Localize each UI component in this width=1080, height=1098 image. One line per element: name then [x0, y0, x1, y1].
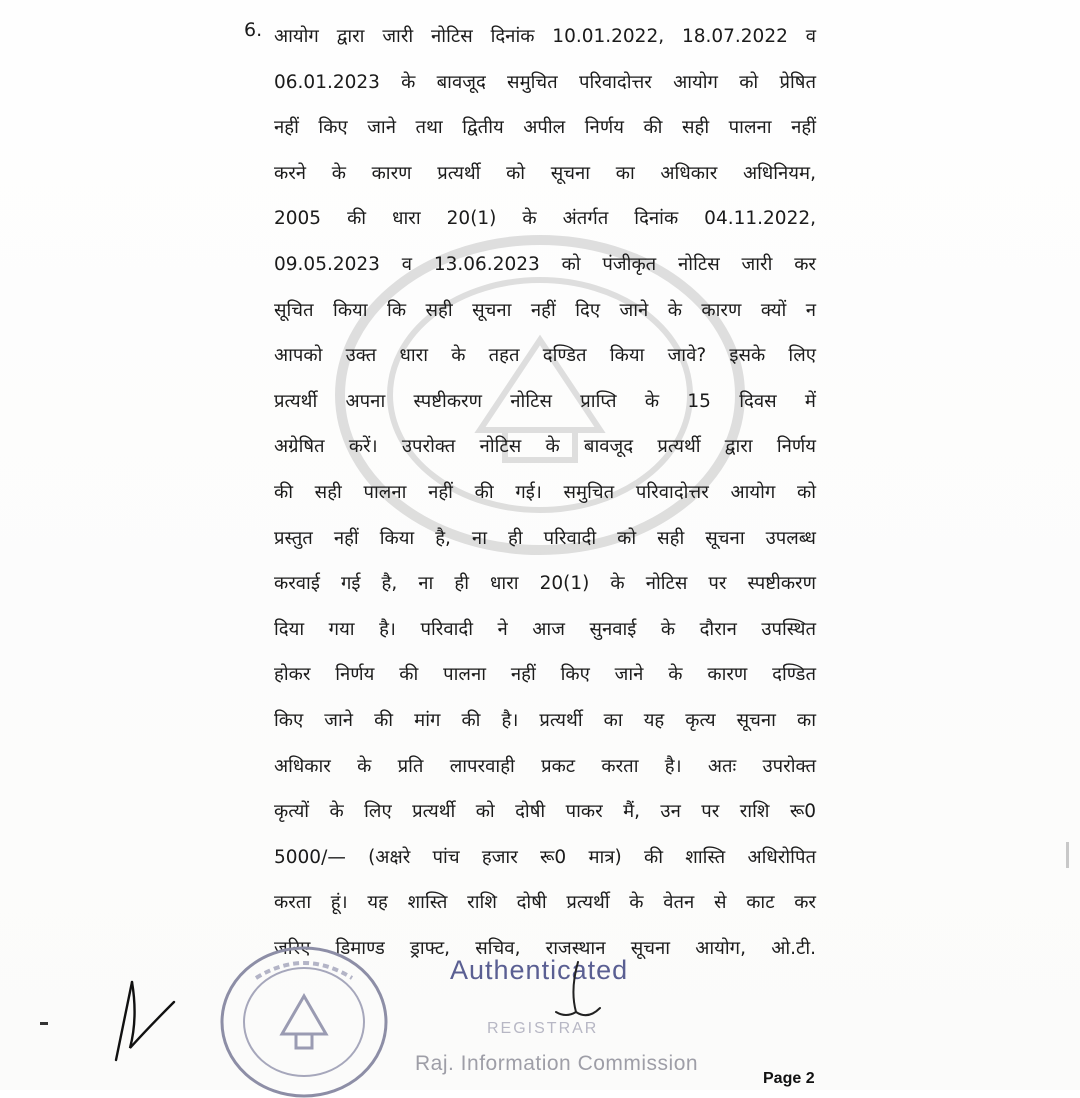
text-line: होकर निर्णय की पालना नहीं किए जाने के कारण दण्डित — [274, 664, 816, 686]
issuer-stamp: Raj. Information Commission — [415, 1052, 699, 1075]
text-line: प्रस्तुत नहीं किया है, ना ही परिवादी को सही सूचना उपलब्ध — [274, 527, 816, 549]
margin-dash — [40, 1022, 48, 1025]
text-line: अग्रेषित करें। उपरोक्त नोटिस के बावजूद प्रत्यर्थी द्वारा निर्णय — [274, 436, 816, 458]
signature-left-icon — [108, 978, 178, 1068]
text-line: 09.05.2023 व 13.06.2023 को पंजीकृत नोटिस जारी कर — [274, 253, 816, 275]
text-line: 5000/— (अक्षरे पांच हजार रू0 मात्र) की शास्ति अधिरोपित — [274, 846, 816, 868]
text-line: करने के कारण प्रत्यर्थी को सूचना का अधिकार अधिनियम, — [274, 162, 816, 184]
paragraph-body — [274, 14, 816, 971]
text-line: अधिकार के प्रति लापरवाही प्रकट करता है। अतः उपरोक्त — [274, 755, 816, 777]
text-line: की सही पालना नहीं की गई। समुचित परिवादोत्तर आयोग को — [274, 481, 816, 503]
office-seal-icon — [216, 938, 392, 1098]
authenticated-stamp: Authenticated — [450, 955, 629, 985]
text-line: प्रत्यर्थी अपना स्पष्टीकरण नोटिस प्राप्ति के 15 दिवस में — [274, 390, 816, 412]
text-line: किए जाने की मांग की है। प्रत्यर्थी का यह कृत्य सूचना का — [274, 709, 816, 731]
paragraph-number: 6. — [244, 19, 263, 41]
text-line: आपको उक्त धारा के तहत दण्डित किया जावे? इसके लिए — [274, 345, 816, 367]
text-line: कृत्यों के लिए प्रत्यर्थी को दोषी पाकर मैं, उन पर राशि रू0 — [274, 801, 816, 823]
text-line: जरिए डिमाण्ड ड्राफ्ट, सचिव, राजस्थान सूचना आयोग, ओ.टी. — [274, 937, 816, 959]
text-line: करता हूं। यह शास्ति राशि दोषी प्रत्यर्थी के वेतन से काट कर — [274, 892, 816, 914]
text-line: आयोग द्वारा जारी नोटिस दिनांक 10.01.2022, 18.07.2022 व — [274, 26, 816, 47]
scan-edge-mark — [1066, 842, 1069, 868]
page-number: Page 2 — [763, 1070, 815, 1087]
registrar-stamp: REGISTRAR — [487, 1020, 599, 1037]
text-line: 06.01.2023 के बावजूद समुचित परिवादोत्तर आयोग को प्रेषित — [274, 71, 816, 93]
text-line: 2005 की धारा 20(1) के अंतर्गत दिनांक 04.11.2022, — [274, 208, 816, 230]
text-line: सूचित किया कि सही सूचना नहीं दिए जाने के कारण क्यों न — [274, 299, 816, 321]
text-line: नहीं किए जाने तथा द्वितीय अपील निर्णय की सही पालना नहीं — [274, 117, 816, 139]
text-line: दिया गया है। परिवादी ने आज सुनवाई के दौरान उपस्थित — [274, 618, 816, 640]
signature-initials-icon — [548, 960, 608, 1030]
text-line: करवाई गई है, ना ही धारा 20(1) के नोटिस पर स्पष्टीकरण — [274, 573, 816, 595]
